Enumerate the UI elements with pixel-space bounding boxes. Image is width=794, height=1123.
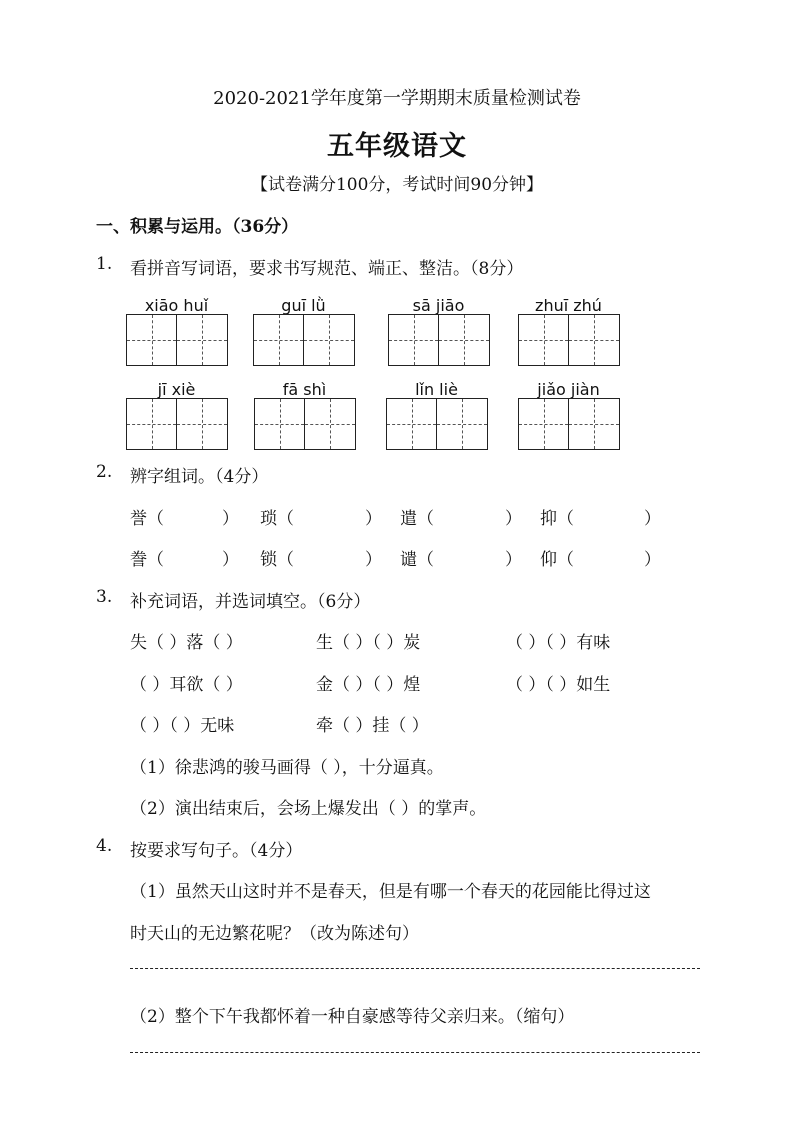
pinyin-label: jī xiè (157, 380, 196, 399)
idiom-blank: 金（ ）（ ）煌 (316, 675, 421, 695)
char-close: ） (365, 509, 382, 529)
q3-number: 3. (96, 587, 113, 607)
subject-title: 五年级语文 (327, 131, 467, 162)
fill-sentence: （2）演出结束后，会场上爆发出（ ）的掌声。 (130, 799, 487, 819)
char-open: 琐（ (260, 509, 294, 529)
q2-text: 辨字组词。（4分） (130, 467, 269, 487)
char-open: 抑（ (540, 509, 574, 529)
answer-line[interactable] (130, 968, 700, 969)
writing-grid[interactable] (253, 314, 355, 366)
idiom-blank: 牵（ ）挂（ ） (316, 716, 429, 736)
char-close: ） (644, 509, 661, 529)
answer-line[interactable] (130, 1052, 700, 1053)
writing-grid[interactable] (518, 314, 620, 366)
char-close: ） (505, 509, 522, 529)
char-open: 遣（ (400, 509, 434, 529)
char-close: ） (222, 550, 239, 570)
char-open: 仰（ (540, 550, 574, 570)
char-close: ） (644, 550, 661, 570)
char-open: 锁（ (260, 550, 294, 570)
q3-text: 补充词语，并选词填空。（6分） (130, 592, 371, 612)
q4-number: 4. (96, 836, 113, 856)
idiom-blank: （ ）（ ）无味 (130, 716, 235, 736)
fill-sentence: （1）徐悲鸿的骏马画得（ ），十分逼真。 (130, 758, 444, 778)
q1-number: 1. (96, 254, 113, 274)
q4-sub1-line2: 时天山的无边繁花呢？（改为陈述句） (130, 924, 419, 944)
char-close: ） (505, 550, 522, 570)
q2-number: 2. (96, 462, 113, 482)
pinyin-label: fā shì (282, 380, 327, 399)
writing-grid[interactable] (386, 398, 488, 450)
idiom-blank: （ ）（ ）如生 (506, 675, 611, 695)
q4-sub2: （2）整个下午我都怀着一种自豪感等待父亲归来。（缩句） (130, 1007, 575, 1027)
pinyin-label: jiǎo jiàn (537, 380, 600, 399)
writing-grid[interactable] (254, 398, 356, 450)
writing-grid[interactable] (126, 398, 228, 450)
pinyin-label: lǐn liè (415, 380, 458, 399)
pinyin-label: sā jiāo (412, 296, 465, 315)
pinyin-label: zhuī zhú (535, 296, 602, 315)
char-close: ） (222, 509, 239, 529)
idiom-blank: （ ）（ ）有味 (506, 633, 611, 653)
writing-grid[interactable] (126, 314, 228, 366)
idiom-blank: 失（ ）落（ ） (130, 633, 243, 653)
writing-grid[interactable] (388, 314, 490, 366)
char-open: 誊（ (130, 550, 164, 570)
char-close: ） (365, 550, 382, 570)
char-open: 誉（ (130, 509, 164, 529)
section-heading: 一、积累与运用。（36分） (96, 217, 299, 237)
pinyin-label: guī lǜ (281, 296, 326, 315)
writing-grid[interactable] (518, 398, 620, 450)
idiom-blank: （ ）耳欲（ ） (130, 675, 243, 695)
q4-text: 按要求写句子。（4分） (130, 841, 303, 861)
exam-info: 【试卷满分100分，考试时间90分钟】 (250, 175, 544, 195)
q4-sub1-line1: （1）虽然天山这时并不是春天，但是有哪一个春天的花园能比得过这 (130, 882, 651, 902)
idiom-blank: 生（ ）（ ）炭 (316, 633, 421, 653)
pinyin-label: xiāo huǐ (144, 296, 209, 315)
char-open: 谴（ (400, 550, 434, 570)
q1-text: 看拼音写词语，要求书写规范、端正、整洁。（8分） (130, 259, 524, 279)
exam-title: 2020-2021学年度第一学期期末质量检测试卷 (213, 88, 581, 109)
